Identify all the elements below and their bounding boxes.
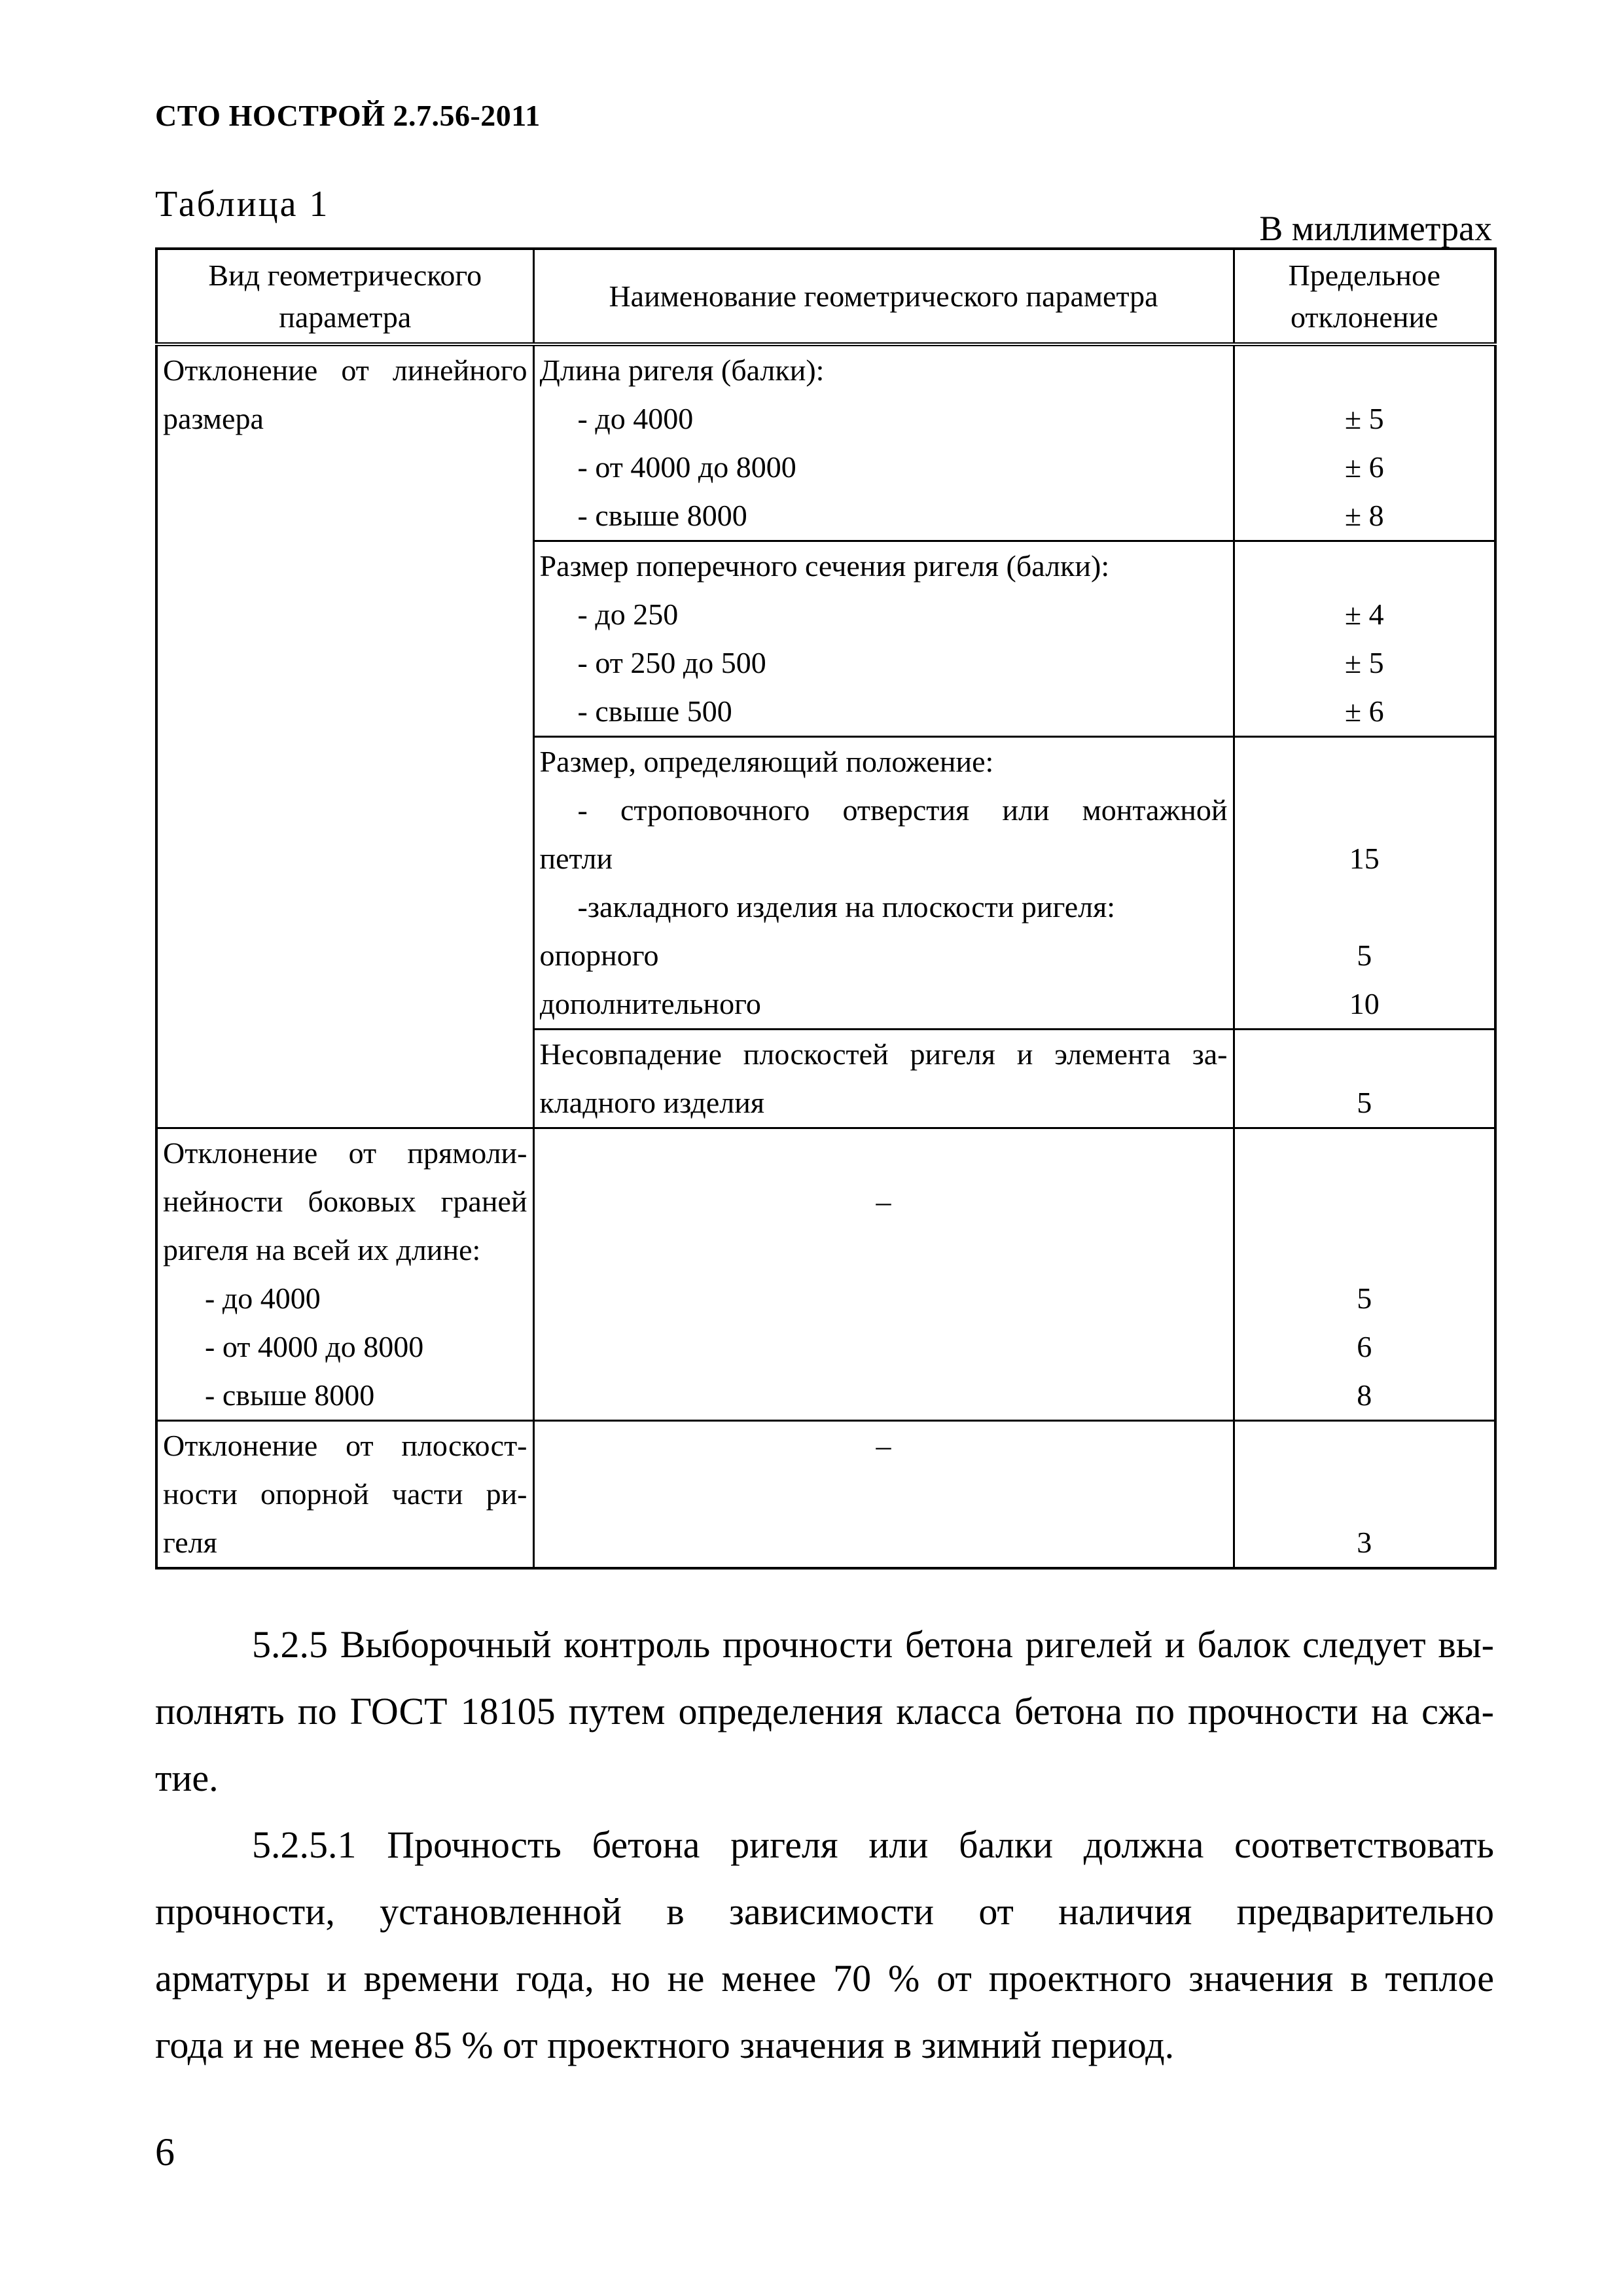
parameter-name-cell: –: [533, 1128, 1234, 1421]
table-caption: Таблица 1: [155, 184, 330, 224]
parameter-name-cell: –: [533, 1421, 1234, 1569]
table-row: [156, 1421, 1495, 1569]
tolerance-cell: 3: [1234, 1421, 1495, 1569]
page-number: 6: [155, 2130, 175, 2174]
tolerance-cell: ± 4 ± 5 ± 6: [1234, 541, 1495, 737]
parameter-kind-cell: Отклонение от плоскост- ности опорной части ри- геля: [156, 1421, 533, 1569]
table-units: В миллиметрах: [1259, 209, 1492, 248]
header-parameter-kind: Вид геометрического параметра: [156, 249, 533, 344]
paragraph-5-2-5: 5.2.5 Выборочный контроль прочности бетона ригелей и балок следует вы- полнять по ГОСТ 18105 путем определения класса бетона по прочности на сжа- тие.: [155, 1623, 1494, 1799]
paragraph-5-2-5-1: 5.2.5.1 Прочность бетона ригеля или балки должна соответствовать прочности, установленной в зависимости от наличия предварительно арматуры и времени года, но не менее 70 % от проектного значения в теплое года и не менее 85 % от проектного значения в зимний период.: [155, 1823, 1494, 2066]
table-row: [156, 1128, 1495, 1421]
header-parameter-name: Наименование геометрического параметра: [533, 249, 1234, 344]
parameter-kind-cell: Отклонение от прямоли- нейности боковых граней ригеля на всей их длине: - до 4000 - от 4000 до 8000 - свыше 8000: [156, 1128, 533, 1421]
tolerance-cell: 5: [1234, 1030, 1495, 1128]
tolerance-cell: ± 5 ± 6 ± 8: [1234, 344, 1495, 541]
parameter-name-cell: Длина ригеля (балки): - до 4000 - от 4000 до 8000 - свыше 8000: [533, 344, 1234, 541]
parameter-name-cell: Размер, определяющий положение: - строповочного отверстия или монтажной петли -закладного изделия на плоскости ригеля: опорного дополнительного: [533, 737, 1234, 1030]
document-code: СТО НОСТРОЙ 2.7.56-2011: [155, 99, 541, 132]
tolerance-cell: 5 6 8: [1234, 1128, 1495, 1421]
parameter-kind-cell: Отклонение от линейного размера: [156, 344, 533, 1128]
parameter-name-cell: Размер поперечного сечения ригеля (балки): - до 250 - от 250 до 500 - свыше 500: [533, 541, 1234, 737]
tolerance-table: [155, 247, 1497, 1570]
tolerance-cell: 15 5 10: [1234, 737, 1495, 1030]
table-row: [156, 344, 1495, 541]
parameter-name-cell: Несовпадение плоскостей ригеля и элемента за- кладного изделия: [533, 1030, 1234, 1128]
header-tolerance: Предельное отклонение: [1234, 249, 1495, 344]
table-header-row: [156, 249, 1495, 344]
